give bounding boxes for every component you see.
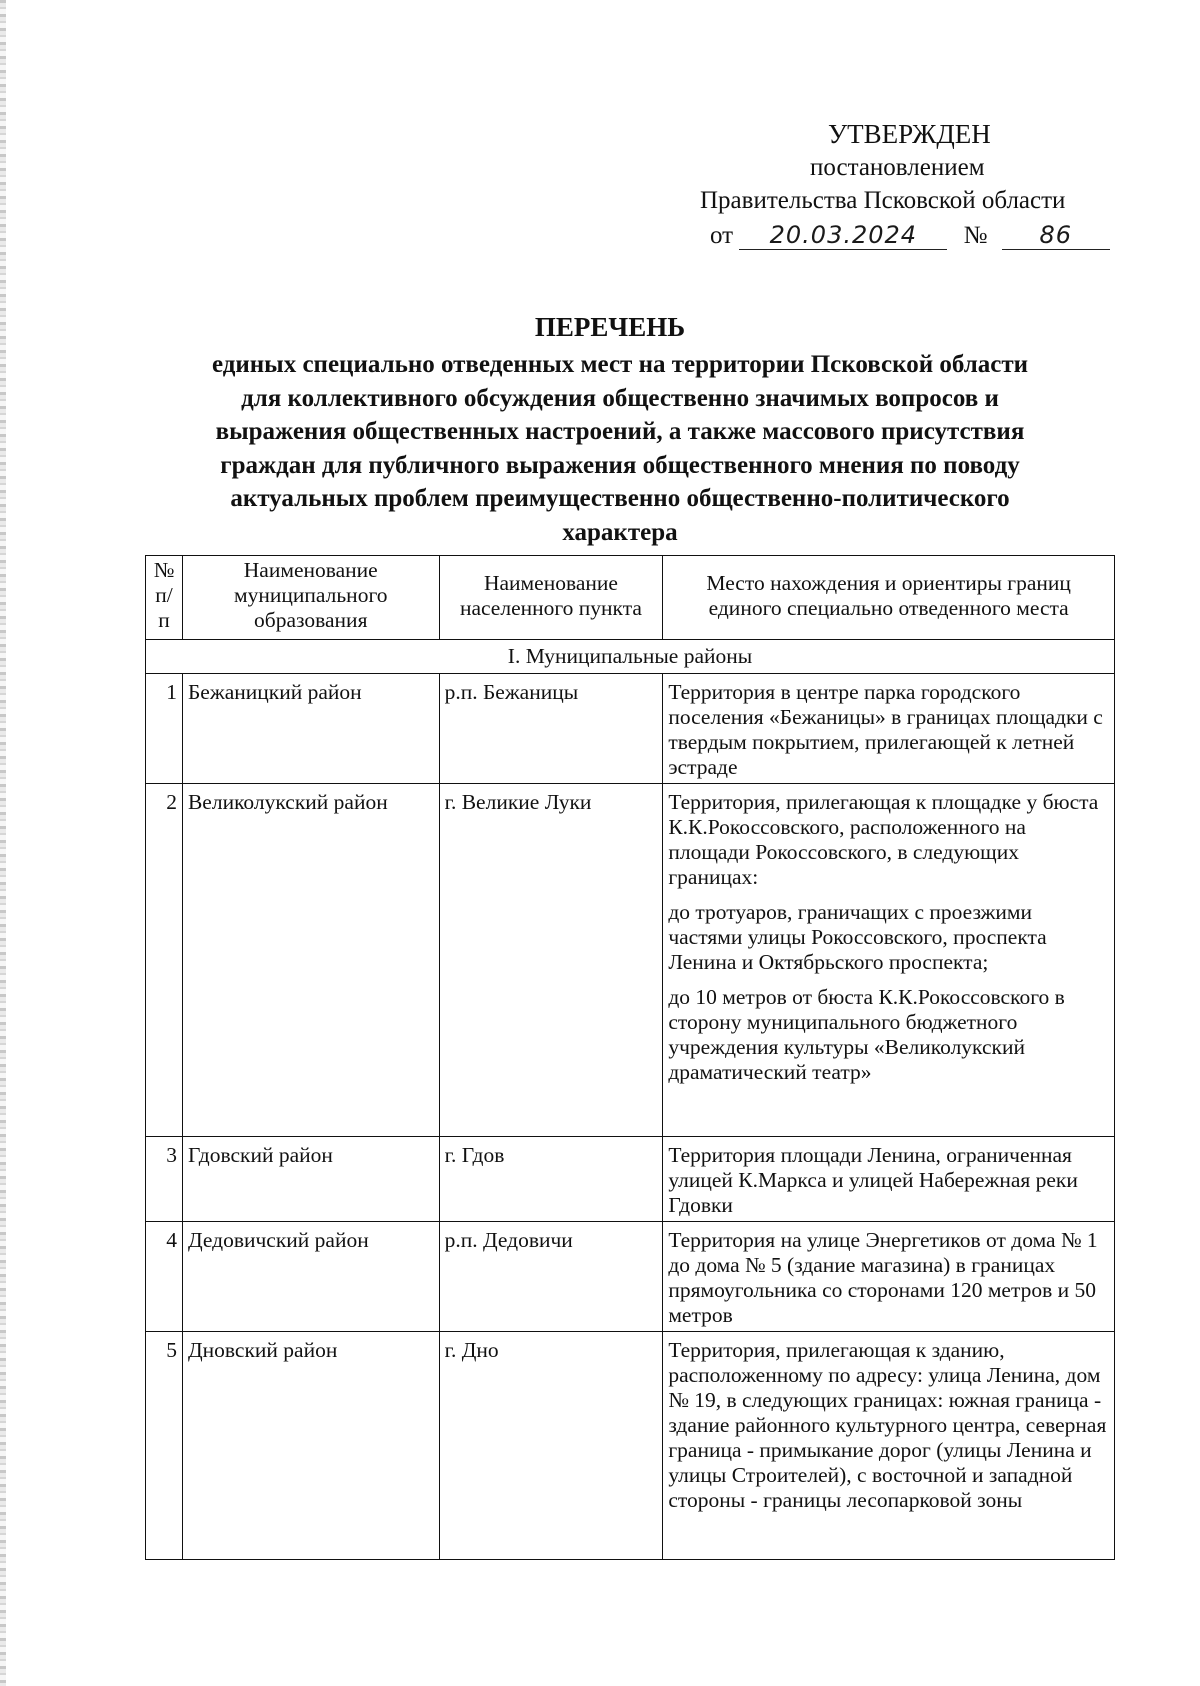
row-locality: г. Великие Луки [439,784,663,1137]
place-paragraph: до тротуаров, граничащих с проезжими частями улицы Рокоссовского, проспекта Ленина и Октябрьского проспекта; [668,900,1047,974]
subtitle-line: граждан для публичного выражения общественного мнения по поводу [220,451,1020,479]
subtitle-line: актуальных проблем преимущественно общественно-политического [230,485,1010,512]
handwritten-number: 86 [1002,221,1110,250]
approval-stamp-block [700,118,1140,252]
table-header-row [146,556,1115,640]
row-municipality: Бежаницкий район [182,674,439,784]
row-locality: г. Дно [439,1332,663,1560]
approval-title: УТВЕРЖДЕН [828,119,991,149]
row-locality: р.п. Бежаницы [439,674,663,784]
approval-decree-line: постановлением [810,154,985,181]
places-table [145,555,1115,1560]
row-number: 2 [146,784,183,1137]
table-row [146,674,1115,784]
subtitle-line: единых специально отведенных мест на территории Псковской области [211,351,1029,378]
place-paragraph: Территория на улице Энергетиков от дома № 1 до дома № 5 (здание магазина) в границах прямоугольника со сторонами 120 метров и 50 метров [668,1228,1098,1327]
header-locality: Наименование населенного пункта [439,556,663,640]
date-prefix: от [710,222,734,249]
row-municipality: Великолукский район [182,784,439,1137]
table-row [146,784,1115,1137]
place-paragraph: Территория, прилегающая к площадке у бюста К.К.Рокоссовского, расположенного на площади Рокоссовского, в следующих границах: [668,790,1099,889]
row-municipality: Гдовский район [182,1137,439,1222]
row-place [663,1332,1115,1560]
header-place: Место нахождения и ориентиры границ единого специально отведенного места [663,556,1115,640]
row-place [663,1137,1115,1222]
place-paragraph: до 10 метров от бюста К.К.Рокоссовского в сторону муниципального бюджетного учреждения культуры «Великолукский драматический театр» [668,985,1065,1084]
row-number: 3 [146,1137,183,1222]
document-subtitle [160,348,1080,549]
table-row [146,1137,1115,1222]
row-number: 1 [146,674,183,784]
approval-authority-line: Правительства Псковской области [700,187,1066,214]
row-place [663,784,1115,1137]
place-paragraph: Территория, прилегающая к зданию, расположенному по адресу: улица Ленина, дом № 19, в следующих границах: южная граница - здание районного культурного центра, северная граница - примыкание дорог (улицы Ленина и улицы Строителей), с восточной и западной стороны - границы лесопарковой зоны [668,1338,1107,1512]
document-title: ПЕРЕЧЕНЬ [534,312,686,342]
subtitle-line: характера [562,518,678,546]
subtitle-line: для коллективного обсуждения общественно значимых вопросов и [241,384,999,412]
header-num: № п/п [146,556,183,640]
place-paragraph: Территория в центре парка городского поселения «Бежаницы» в границах площадки с твердым покрытием, прилегающей к летней эстраде [668,680,1103,779]
place-paragraph: Территория площади Ленина, ограниченная улицей К.Маркса и улицей Набережная реки Гдовки [668,1143,1078,1217]
row-place [663,1222,1115,1332]
handwritten-date: 20.03.2024 [739,221,947,250]
row-number: 5 [146,1332,183,1560]
row-municipality: Дновский район [182,1332,439,1560]
row-number: 4 [146,1222,183,1332]
subtitle-line: выражения общественных настроений, а также массового присутствия [215,418,1025,445]
scan-edge-artifact [0,0,6,1686]
row-locality: р.п. Дедовичи [439,1222,663,1332]
approval-date-number-row [710,219,1140,252]
row-municipality: Дедовичский район [182,1222,439,1332]
header-municipality: Наименование муниципального образования [182,556,439,640]
section-row [146,640,1115,674]
table-row [146,1332,1115,1560]
row-locality: г. Гдов [439,1137,663,1222]
table-row [146,1222,1115,1332]
row-place [663,674,1115,784]
section-title: I. Муниципальные районы [146,640,1115,674]
number-sign: № [963,222,988,249]
